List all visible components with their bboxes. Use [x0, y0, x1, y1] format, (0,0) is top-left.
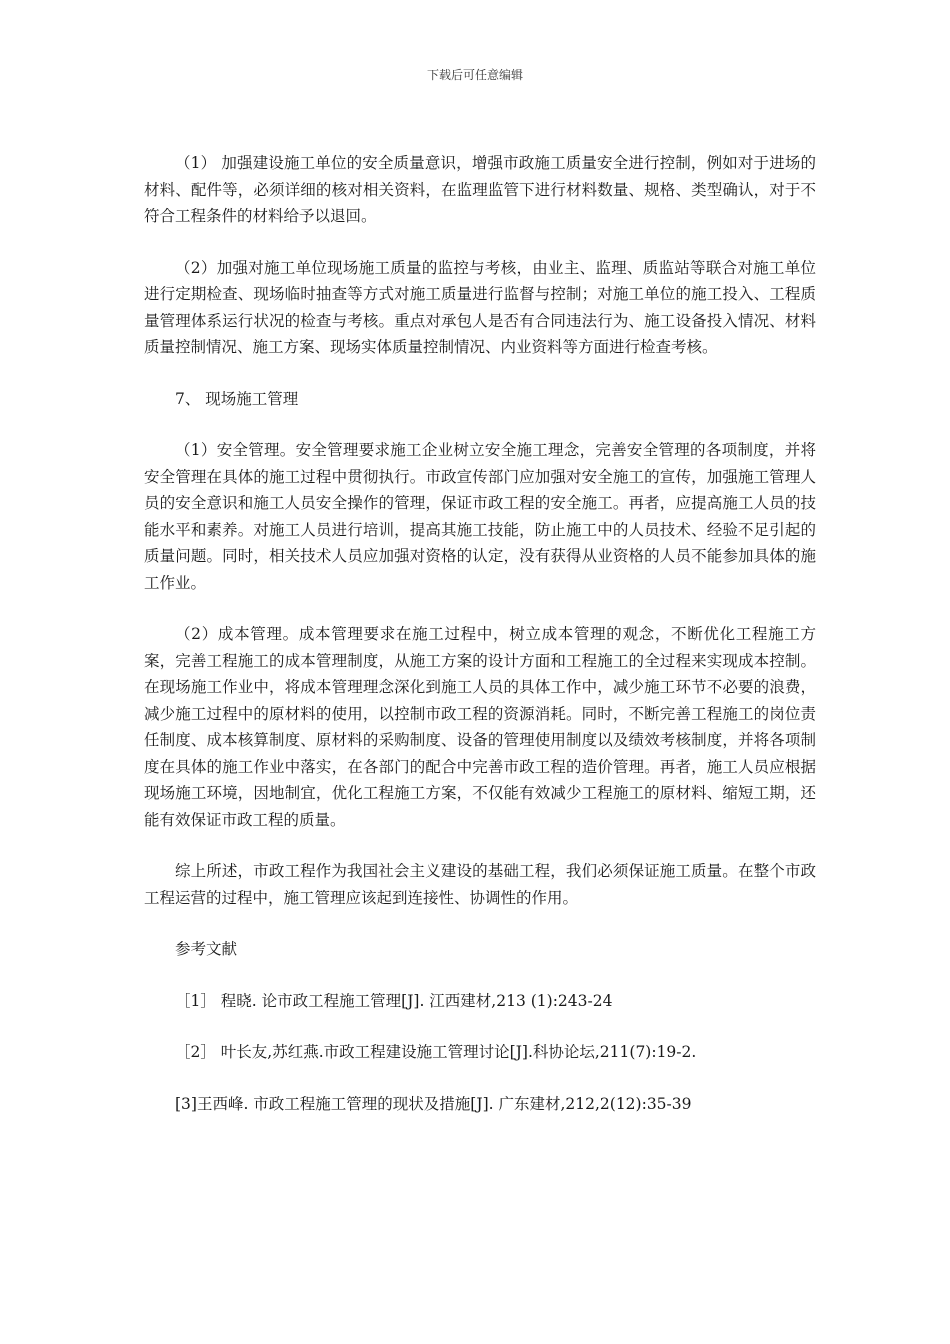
page-header-note: 下载后可任意编辑 — [426, 68, 523, 82]
reference-item-2: ［2］ 叶长友,苏红燕.市政工程建设施工管理讨论[J].科协论坛,211(7):19-2. — [175, 1043, 697, 1061]
document-body — [144, 150, 816, 1142]
section-heading-site-management: 7、 现场施工管理 — [175, 389, 299, 408]
paragraph-safety-management: （1）安全管理。安全管理要求施工企业树立安全施工理念，完善安全管理的各项制度，并将安全管理在具体的施工过程中贯彻执行。市政宣传部门应加强对安全施工的宣传，加强施工管理人员的安全意识和施工人员安全操作的管理，保证市政工程的安全施工。再者，应提高施工人员的技能水平和素养。对施工人员进行培训，提高其施工技能，防止施工中的人员技术、经验不足引起的质量问题。同时，相关技术人员应加强对资格的认定，没有获得从业资格的人员不能参加具体的施工作业。 — [144, 441, 816, 592]
paragraph-cost-management: （2）成本管理。成本管理要求在施工过程中，树立成本管理的观念，不断优化工程施工方案，完善工程施工的成本管理制度，从施工方案的设计方面和工程施工的全过程来实现成本控制。在现场施工作业中，将成本管理理念深化到施工人员的具体工作中，减少施工环节不必要的浪费，减少施工过程中的原材料的使用，以控制市政工程的资源消耗。同时，不断完善工程施工的岗位责任制度、成本核算制度、原材料的采购制度、设备的管理使用制度以及绩效考核制度，并将各项制度在具体的施工作业中落实，在各部门的配合中完善市政工程的造价管理。再者，施工人员应根据现场施工环境，因地制宜，优化工程施工方案，不仅能有效减少工程施工的原材料、缩短工期，还能有效保证市政工程的质量。 — [144, 625, 816, 829]
references-heading: 参考文献 — [175, 940, 238, 958]
paragraph-quality-monitoring: （2）加强对施工单位现场施工质量的监控与考核，由业主、监理、质监站等联合对施工单位进行定期检查、现场临时抽查等方式对施工质量进行监督与控制；对施工单位的施工投入、工程质量管理体系运行状况的检查与考核。重点对承包人是否有合同违法行为、施工设备投入情况、材料质量控制情况、施工方案、现场实体质量控制情况、内业资料等方面进行检查考核。 — [144, 258, 816, 356]
reference-item-1: ［1］ 程晓. 论市政工程施工管理[J]. 江西建材,213 (1):243-24 — [175, 991, 613, 1010]
reference-item-3: [3]王西峰. 市政工程施工管理的现状及措施[J]. 广东建材,212,2(12):35-39 — [175, 1094, 692, 1113]
paragraph-quality-awareness: （1） 加强建设施工单位的安全质量意识，增强市政施工质量安全进行控制，例如对于进场的材料、配件等，必须详细的核对相关资料，在监理监管下进行材料数量、规格、类型确认，对于不符合工程条件的材料给予以退回。 — [144, 154, 816, 225]
paragraph-conclusion: 综上所述，市政工程作为我国社会主义建设的基础工程，我们必须保证施工质量。在整个市政工程运营的过程中，施工管理应该起到连接性、协调性的作用。 — [144, 862, 816, 907]
